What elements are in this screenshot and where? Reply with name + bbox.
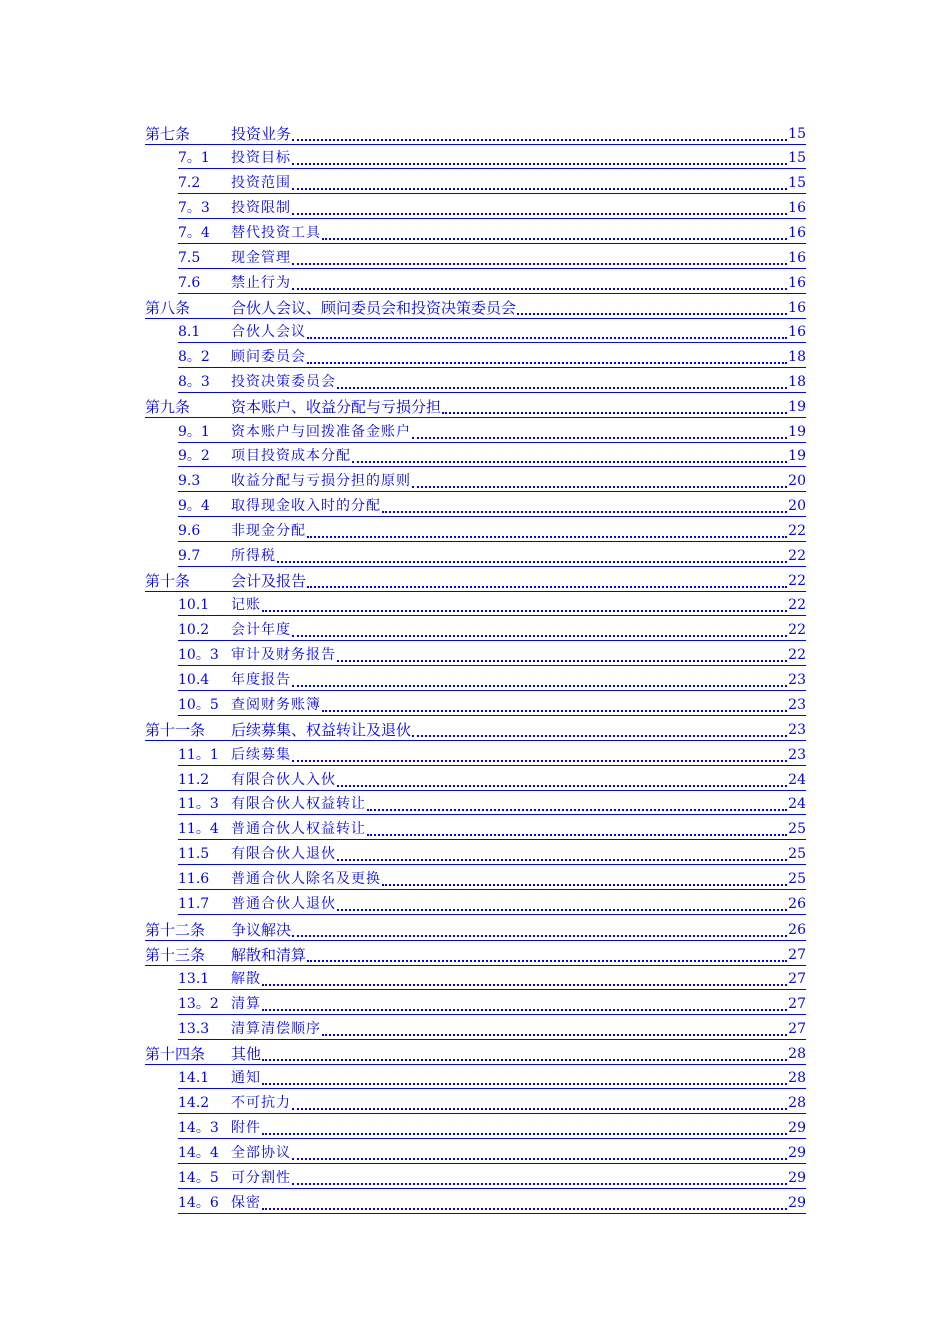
toc-page: 16	[788, 225, 806, 241]
toc-number: 7。4	[178, 225, 210, 241]
toc-chapter-entry[interactable]	[145, 944, 806, 966]
toc-number: 10.2	[178, 622, 210, 638]
toc-title: 所得税	[231, 548, 276, 564]
toc-page: 23	[788, 697, 806, 713]
toc-page: 22	[788, 647, 806, 663]
toc-page: 23	[788, 672, 806, 688]
toc-page: 26	[788, 922, 806, 938]
dot-leader	[307, 520, 787, 538]
toc-section-entry[interactable]	[178, 470, 806, 492]
toc-number: 11.6	[178, 871, 210, 887]
toc-title: 通知	[231, 1070, 261, 1086]
dot-leader	[367, 793, 787, 811]
toc-section-entry[interactable]	[178, 520, 806, 542]
dot-leader	[367, 818, 787, 836]
toc-page: 25	[788, 871, 806, 887]
dot-leader	[322, 1018, 787, 1036]
toc-title: 合伙人会议、顾问委员会和投资决策委员会	[231, 299, 517, 317]
toc-page: 16	[788, 324, 806, 340]
toc-title: 后续募集	[231, 747, 291, 763]
toc-page: 23	[788, 747, 806, 763]
toc-title: 投资目标	[231, 150, 291, 166]
toc-title: 其他	[231, 1045, 262, 1063]
toc-title: 取得现金收入时的分配	[231, 498, 381, 514]
toc-section-entry[interactable]	[178, 644, 806, 666]
dot-leader	[412, 421, 787, 439]
toc-number: 14.2	[178, 1095, 210, 1111]
toc-title: 普通合伙人权益转让	[231, 821, 366, 837]
toc-section-entry[interactable]	[178, 1167, 806, 1189]
dot-leader	[337, 893, 787, 911]
dot-leader	[292, 919, 787, 937]
toc-title: 资本账户与回拨准备金账户	[231, 424, 411, 440]
toc-section-entry[interactable]	[178, 968, 806, 990]
toc-section-entry[interactable]	[178, 1092, 806, 1114]
toc-chapter-entry[interactable]	[145, 919, 806, 941]
toc-section-entry[interactable]	[178, 1142, 806, 1164]
toc-title: 后续募集、权益转让及退伙	[231, 721, 412, 739]
toc-title: 有限合伙人退伙	[231, 846, 336, 862]
toc-title: 可分割性	[231, 1170, 291, 1186]
toc-number: 11.7	[178, 896, 210, 912]
toc-number: 11.5	[178, 846, 210, 862]
toc-number: 14。3	[178, 1120, 219, 1136]
dot-leader	[307, 321, 787, 339]
toc-section-entry[interactable]	[178, 744, 806, 766]
dot-leader	[262, 1117, 787, 1135]
toc-section-entry[interactable]	[178, 495, 806, 517]
table-of-contents	[0, 127, 950, 1227]
toc-number: 11。4	[178, 821, 219, 837]
toc-title: 附件	[231, 1120, 261, 1136]
toc-section-entry[interactable]	[178, 222, 806, 244]
toc-number: 11。3	[178, 796, 219, 812]
toc-page: 29	[788, 1145, 806, 1161]
toc-title: 现金管理	[231, 250, 291, 266]
toc-page: 27	[788, 1021, 806, 1037]
toc-page: 29	[788, 1195, 806, 1211]
dot-leader	[277, 545, 787, 563]
toc-number: 第十条	[145, 572, 191, 590]
toc-page: 28	[788, 1046, 806, 1062]
toc-section-entry[interactable]	[178, 793, 806, 815]
toc-page: 16	[788, 275, 806, 291]
toc-title: 收益分配与亏损分担的原则	[231, 473, 411, 489]
dot-leader	[262, 1192, 787, 1210]
toc-section-entry[interactable]	[178, 843, 806, 865]
toc-page: 18	[788, 374, 806, 390]
dot-leader	[412, 470, 787, 488]
dot-leader	[442, 396, 787, 414]
dot-leader	[292, 197, 787, 215]
toc-page: 18	[788, 349, 806, 365]
toc-section-entry[interactable]	[178, 619, 806, 641]
toc-title: 清算清偿顺序	[231, 1021, 321, 1037]
toc-number: 14。5	[178, 1170, 219, 1186]
dot-leader	[292, 123, 787, 141]
toc-title: 不可抗力	[231, 1095, 291, 1111]
toc-page: 27	[788, 996, 806, 1012]
dot-leader	[292, 147, 787, 165]
toc-number: 第八条	[145, 299, 191, 317]
toc-title: 投资限制	[231, 200, 291, 216]
toc-page: 19	[788, 399, 806, 415]
toc-page: 25	[788, 846, 806, 862]
dot-leader	[382, 868, 787, 886]
toc-page: 15	[788, 150, 806, 166]
toc-title: 清算	[231, 996, 261, 1012]
toc-number: 8。2	[178, 349, 210, 365]
dot-leader	[292, 619, 787, 637]
toc-title: 解散和清算	[231, 946, 307, 964]
toc-section-entry[interactable]	[178, 669, 806, 691]
toc-number: 14.1	[178, 1070, 210, 1086]
toc-page: 25	[788, 821, 806, 837]
dot-leader	[262, 993, 787, 1011]
toc-title: 禁止行为	[231, 275, 291, 291]
dot-leader	[337, 644, 787, 662]
toc-page: 16	[788, 300, 806, 316]
toc-page: 24	[788, 796, 806, 812]
toc-number: 9.3	[178, 473, 201, 489]
toc-page: 19	[788, 424, 806, 440]
toc-number: 第十四条	[145, 1045, 206, 1063]
toc-title: 全部协议	[231, 1145, 291, 1161]
dot-leader	[337, 843, 787, 861]
toc-number: 8.1	[178, 324, 201, 340]
toc-page: 26	[788, 896, 806, 912]
dot-leader	[292, 247, 787, 265]
dot-leader	[292, 669, 787, 687]
dot-leader	[337, 371, 787, 389]
toc-title: 投资决策委员会	[231, 374, 336, 390]
toc-section-entry[interactable]	[178, 321, 806, 343]
toc-number: 9。2	[178, 448, 210, 464]
toc-page: 28	[788, 1070, 806, 1086]
toc-chapter-entry[interactable]	[145, 297, 806, 319]
toc-chapter-entry[interactable]	[145, 719, 806, 741]
toc-section-entry[interactable]	[178, 818, 806, 840]
toc-title: 替代投资工具	[231, 225, 321, 241]
toc-title: 投资业务	[231, 125, 292, 143]
toc-section-entry[interactable]	[178, 1067, 806, 1089]
toc-page: 22	[788, 523, 806, 539]
toc-title: 会计年度	[231, 622, 291, 638]
toc-section-entry[interactable]	[178, 371, 806, 393]
toc-title: 资本账户、收益分配与亏损分担	[231, 398, 442, 416]
toc-number: 14。6	[178, 1195, 219, 1211]
dot-leader	[307, 570, 787, 588]
toc-number: 7.2	[178, 175, 201, 191]
toc-number: 10。3	[178, 647, 219, 663]
dot-leader	[352, 445, 787, 463]
dot-leader	[337, 769, 787, 787]
toc-number: 10.1	[178, 597, 210, 613]
toc-page: 29	[788, 1170, 806, 1186]
toc-section-entry[interactable]	[178, 993, 806, 1015]
toc-number: 13.3	[178, 1021, 210, 1037]
toc-title: 记账	[231, 597, 261, 613]
toc-number: 第十三条	[145, 946, 206, 964]
toc-number: 7。3	[178, 200, 210, 216]
toc-section-entry[interactable]	[178, 445, 806, 467]
toc-number: 第十一条	[145, 721, 206, 739]
toc-number: 9。4	[178, 498, 210, 514]
toc-section-entry[interactable]	[178, 1018, 806, 1040]
toc-section-entry[interactable]	[178, 197, 806, 219]
toc-number: 9.6	[178, 523, 201, 539]
toc-section-entry[interactable]	[178, 172, 806, 194]
toc-title: 会计及报告	[231, 572, 307, 590]
dot-leader	[292, 1092, 787, 1110]
toc-title: 顾问委员会	[231, 349, 306, 365]
dot-leader	[307, 346, 787, 364]
toc-title: 解散	[231, 971, 261, 987]
toc-page: 16	[788, 200, 806, 216]
toc-title: 非现金分配	[231, 523, 306, 539]
toc-title: 争议解决	[231, 921, 292, 939]
toc-title: 审计及财务报告	[231, 647, 336, 663]
dot-leader	[382, 495, 787, 513]
dot-leader	[412, 719, 787, 737]
toc-section-entry[interactable]	[178, 868, 806, 890]
toc-number: 11。1	[178, 747, 219, 763]
dot-leader	[517, 297, 787, 315]
toc-page: 27	[788, 971, 806, 987]
toc-page: 16	[788, 250, 806, 266]
toc-number: 14。4	[178, 1145, 219, 1161]
toc-number: 第七条	[145, 125, 191, 143]
toc-page: 15	[788, 126, 806, 142]
toc-number: 7.6	[178, 275, 201, 291]
toc-page: 27	[788, 947, 806, 963]
toc-page: 20	[788, 498, 806, 514]
toc-number: 第十二条	[145, 921, 206, 939]
toc-number: 10.4	[178, 672, 210, 688]
toc-section-entry[interactable]	[178, 1117, 806, 1139]
toc-number: 9。1	[178, 424, 210, 440]
toc-number: 第九条	[145, 398, 191, 416]
toc-page: 24	[788, 772, 806, 788]
dot-leader	[262, 968, 787, 986]
toc-page: 20	[788, 473, 806, 489]
toc-number: 13.1	[178, 971, 210, 987]
toc-page: 28	[788, 1095, 806, 1111]
toc-number: 11.2	[178, 772, 210, 788]
toc-title: 有限合伙人权益转让	[231, 796, 366, 812]
toc-title: 项目投资成本分配	[231, 448, 351, 464]
toc-page: 29	[788, 1120, 806, 1136]
toc-section-entry[interactable]	[178, 247, 806, 269]
dot-leader	[292, 172, 787, 190]
dot-leader	[292, 744, 787, 762]
toc-section-entry[interactable]	[178, 769, 806, 791]
dot-leader	[292, 272, 787, 290]
dot-leader	[262, 1067, 787, 1085]
toc-number: 10。5	[178, 697, 219, 713]
toc-page: 15	[788, 175, 806, 191]
dot-leader	[322, 694, 787, 712]
toc-page: 22	[788, 548, 806, 564]
toc-section-entry[interactable]	[178, 1192, 806, 1214]
toc-page: 22	[788, 597, 806, 613]
dot-leader	[292, 1142, 787, 1160]
toc-section-entry[interactable]	[178, 694, 806, 716]
toc-number: 7。1	[178, 150, 210, 166]
toc-number: 7.5	[178, 250, 201, 266]
toc-number: 9.7	[178, 548, 201, 564]
toc-title: 有限合伙人入伙	[231, 772, 336, 788]
dot-leader	[322, 222, 787, 240]
toc-section-entry[interactable]	[178, 893, 806, 915]
toc-section-entry[interactable]	[178, 421, 806, 443]
toc-title: 保密	[231, 1195, 261, 1211]
dot-leader	[292, 1167, 787, 1185]
toc-page: 23	[788, 722, 806, 738]
toc-title: 年度报告	[231, 672, 291, 688]
toc-title: 普通合伙人退伙	[231, 896, 336, 912]
toc-title: 投资范围	[231, 175, 291, 191]
toc-chapter-entry[interactable]	[145, 123, 806, 145]
dot-leader	[262, 1043, 787, 1061]
toc-page: 22	[788, 622, 806, 638]
toc-page: 22	[788, 573, 806, 589]
toc-section-entry[interactable]	[178, 272, 806, 294]
toc-section-entry[interactable]	[178, 594, 806, 616]
dot-leader	[262, 594, 787, 612]
toc-title: 合伙人会议	[231, 324, 306, 340]
toc-title: 查阅财务账簿	[231, 697, 321, 713]
toc-section-entry[interactable]	[178, 545, 806, 567]
toc-title: 普通合伙人除名及更换	[231, 871, 381, 887]
toc-section-entry[interactable]	[178, 346, 806, 368]
dot-leader	[307, 944, 787, 962]
toc-chapter-entry[interactable]	[145, 570, 806, 592]
toc-number: 13。2	[178, 996, 219, 1012]
toc-page: 19	[788, 448, 806, 464]
toc-number: 8。3	[178, 374, 210, 390]
toc-section-entry[interactable]	[178, 147, 806, 169]
toc-chapter-entry[interactable]	[145, 396, 806, 418]
toc-chapter-entry[interactable]	[145, 1043, 806, 1065]
